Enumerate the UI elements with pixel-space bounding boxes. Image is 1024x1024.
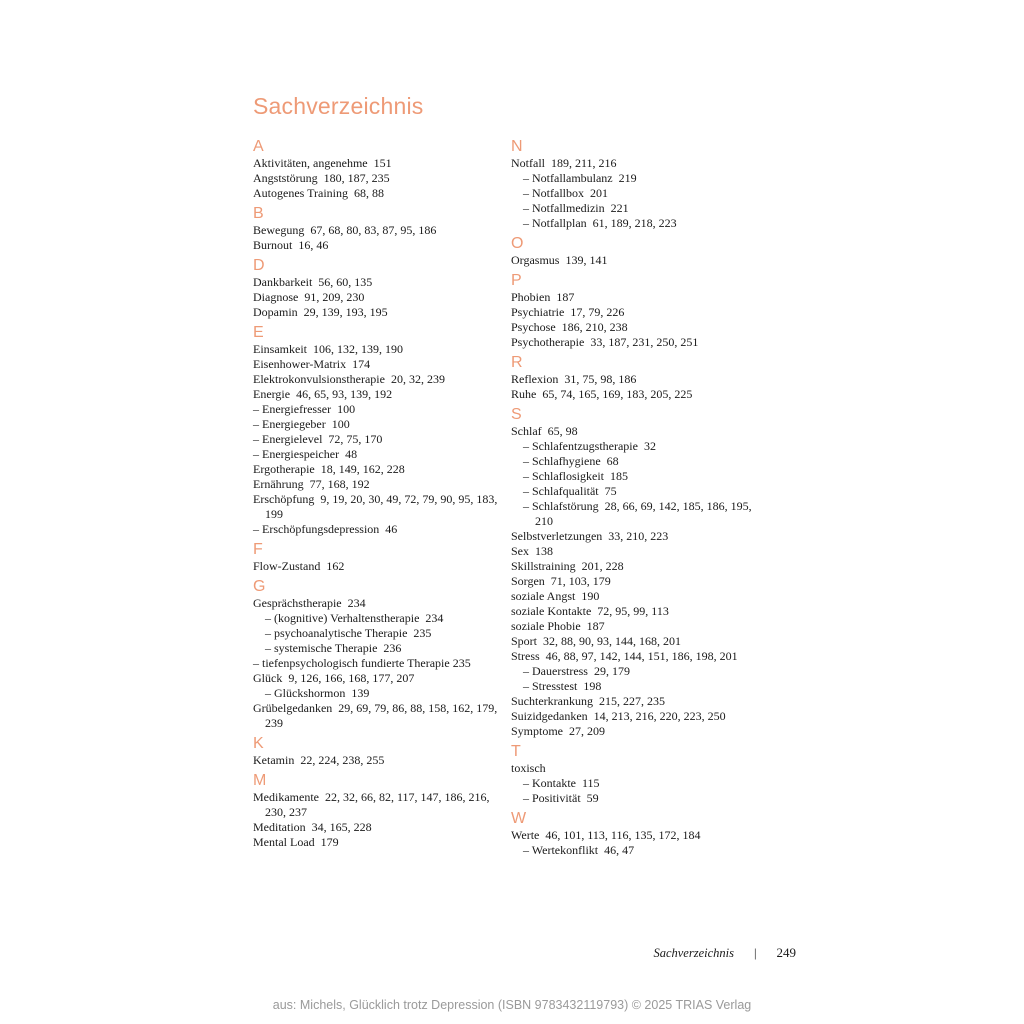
running-title: Sachverzeichnis	[653, 945, 734, 960]
index-section-e	[253, 323, 501, 537]
index-entry-list	[253, 790, 498, 850]
index-entry-list	[253, 156, 498, 201]
index-entry: Meditation 34, 165, 228	[253, 820, 372, 834]
index-entry: Psychotherapie 33, 187, 231, 250, 251	[511, 335, 699, 349]
index-subentry: – Glückshormon 139	[265, 686, 370, 700]
index-section-d	[253, 256, 498, 320]
index-entry-list	[511, 372, 756, 402]
index-column-right	[511, 137, 756, 861]
index-entry: toxisch	[511, 761, 546, 775]
section-letter: D	[253, 257, 265, 274]
footer-separator: |	[753, 945, 757, 960]
section-letter: W	[511, 810, 527, 827]
index-entry: – Erschöpfungsdepression 46	[253, 522, 398, 536]
index-entry-list	[253, 223, 498, 253]
index-entry-list	[253, 596, 501, 731]
index-section-k	[253, 734, 498, 768]
index-section-a	[253, 137, 498, 201]
index-column-left	[253, 137, 501, 853]
index-entry: – Energiefresser 100	[253, 402, 356, 416]
index-section-n	[511, 137, 756, 231]
index-subentry: – Stresstest 198	[523, 679, 602, 693]
index-section-g	[253, 577, 501, 731]
index-subentry: – Notfallbox 201	[523, 186, 608, 200]
index-entry: soziale Kontakte 72, 95, 99, 113	[511, 604, 669, 618]
index-subentry: – Schlafhygiene 68	[523, 454, 619, 468]
index-entry: Orgasmus 139, 141	[511, 253, 608, 267]
page-number: 249	[776, 945, 796, 960]
index-section-b	[253, 204, 498, 253]
index-entry-list	[511, 424, 756, 739]
index-entry: Gesprächstherapie 234	[253, 596, 366, 610]
page-title: Sachverzeichnis	[253, 93, 424, 119]
index-entry-list	[511, 828, 756, 858]
index-entry: soziale Angst 190	[511, 589, 600, 603]
index-subentry: – Notfallmedizin 221	[523, 201, 629, 215]
index-subentry: – Positivität 59	[523, 791, 599, 805]
index-entry: Ernährung 77, 168, 192	[253, 477, 370, 491]
index-entry: Notfall 189, 211, 216	[511, 156, 617, 170]
index-entry-list	[253, 275, 498, 320]
index-entry: Stress 46, 88, 97, 142, 144, 151, 186, 198, 201	[511, 649, 738, 663]
section-letter: R	[511, 354, 523, 371]
index-entry: Dankbarkeit 56, 60, 135	[253, 275, 373, 289]
index-entry: Aktivitäten, angenehme 151	[253, 156, 392, 170]
index-entry: – Energiespeicher 48	[253, 447, 358, 461]
index-entry: Symptome 27, 209	[511, 724, 606, 738]
section-letter: A	[253, 138, 264, 155]
index-section-p	[511, 271, 756, 350]
index-section-o	[511, 234, 756, 268]
index-entry: Ergotherapie 18, 149, 162, 228	[253, 462, 405, 476]
section-letter: T	[511, 743, 521, 760]
index-subentry: – Schlafentzugstherapie 32	[523, 439, 656, 453]
index-section-f	[253, 540, 498, 574]
section-letter: G	[253, 578, 266, 595]
index-entry: Autogenes Training 68, 88	[253, 186, 385, 200]
index-subentry: – Kontakte 115	[523, 776, 600, 790]
index-section-s	[511, 405, 756, 739]
index-entry: Psychiatrie 17, 79, 226	[511, 305, 625, 319]
index-entry: Bewegung 67, 68, 80, 83, 87, 95, 186	[253, 223, 437, 237]
index-entry: Psychose 186, 210, 238	[511, 320, 628, 334]
index-entry-list	[253, 559, 498, 574]
section-letter: B	[253, 205, 264, 222]
index-entry-list	[511, 761, 756, 806]
index-entry: soziale Phobie 187	[511, 619, 605, 633]
index-entry: – Energielevel 72, 75, 170	[253, 432, 383, 446]
index-entry-list	[511, 253, 756, 268]
index-subentry: – systemische Therapie 236	[265, 641, 402, 655]
index-subentry: – Schlafstörung 28, 66, 69, 142, 185, 186, 195, 210	[523, 499, 755, 528]
section-letter: K	[253, 735, 264, 752]
index-entry-list	[511, 156, 756, 231]
index-entry: Suizidgedanken 14, 213, 216, 220, 223, 250	[511, 709, 726, 723]
section-letter: N	[511, 138, 523, 155]
section-letter: S	[511, 406, 522, 423]
index-subentry: – Notfallplan 61, 189, 218, 223	[523, 216, 677, 230]
index-entry: Schlaf 65, 98	[511, 424, 578, 438]
index-subentry: – psychoanalytische Therapie 235	[265, 626, 432, 640]
index-entry: Eisenhower-Matrix 174	[253, 357, 371, 371]
index-entry: – Energiegeber 100	[253, 417, 350, 431]
section-letter: O	[511, 235, 524, 252]
running-footer	[653, 945, 796, 961]
index-entry: Selbstverletzungen 33, 210, 223	[511, 529, 669, 543]
index-entry: – tiefenpsychologisch fundierte Therapie 235	[253, 656, 471, 670]
index-subentry: – Dauerstress 29, 179	[523, 664, 630, 678]
index-section-w	[511, 809, 756, 858]
section-letter: F	[253, 541, 263, 558]
section-letter: E	[253, 324, 264, 341]
index-entry-list	[511, 290, 756, 350]
index-entry: Flow-Zustand 162	[253, 559, 345, 573]
index-entry: Medikamente 22, 32, 66, 82, 117, 147, 186, 216, 230, 237	[253, 790, 493, 819]
index-entry: Suchterkrankung 215, 227, 235	[511, 694, 665, 708]
index-subentry: – (kognitive) Verhaltenstherapie 234	[265, 611, 444, 625]
index-entry: Ketamin 22, 224, 238, 255	[253, 753, 385, 767]
section-letter: M	[253, 772, 267, 789]
index-entry: Einsamkeit 106, 132, 139, 190	[253, 342, 403, 356]
section-letter: P	[511, 272, 522, 289]
index-entry: Elektrokonvulsionstherapie 20, 32, 239	[253, 372, 445, 386]
index-entry: Ruhe 65, 74, 165, 169, 183, 205, 225	[511, 387, 693, 401]
index-entry: Dopamin 29, 139, 193, 195	[253, 305, 388, 319]
index-section-r	[511, 353, 756, 402]
index-entry: Erschöpfung 9, 19, 20, 30, 49, 72, 79, 90, 95, 183, 199	[253, 492, 501, 521]
index-entry: Energie 46, 65, 93, 139, 192	[253, 387, 393, 401]
index-section-m	[253, 771, 498, 850]
index-entry: Reflexion 31, 75, 98, 186	[511, 372, 637, 386]
index-entry: Mental Load 179	[253, 835, 339, 849]
index-section-t	[511, 742, 756, 806]
index-subentry: – Notfallambulanz 219	[523, 171, 637, 185]
index-entry-list	[253, 342, 501, 537]
index-entry: Phobien 187	[511, 290, 575, 304]
index-entry: Grübelgedanken 29, 69, 79, 86, 88, 158, 162, 179, 239	[253, 701, 501, 730]
index-subentry: – Schlaflosigkeit 185	[523, 469, 628, 483]
index-entry: Sorgen 71, 103, 179	[511, 574, 611, 588]
index-entry: Diagnose 91, 209, 230	[253, 290, 365, 304]
index-entry: Skillstraining 201, 228	[511, 559, 624, 573]
index-subentry: – Schlafqualität 75	[523, 484, 617, 498]
index-entry: Sport 32, 88, 90, 93, 144, 168, 201	[511, 634, 682, 648]
index-subentry: – Wertekonflikt 46, 47	[523, 843, 635, 857]
index-entry: Angststörung 180, 187, 235	[253, 171, 390, 185]
index-entry: Sex 138	[511, 544, 553, 558]
source-line: aus: Michels, Glücklich trotz Depression (ISBN 9783432119793) © 2025 TRIAS Verlag	[272, 998, 752, 1012]
index-entry: Werte 46, 101, 113, 116, 135, 172, 184	[511, 828, 701, 842]
index-entry: Glück 9, 126, 166, 168, 177, 207	[253, 671, 415, 685]
index-entry: Burnout 16, 46	[253, 238, 329, 252]
index-entry-list	[253, 753, 498, 768]
